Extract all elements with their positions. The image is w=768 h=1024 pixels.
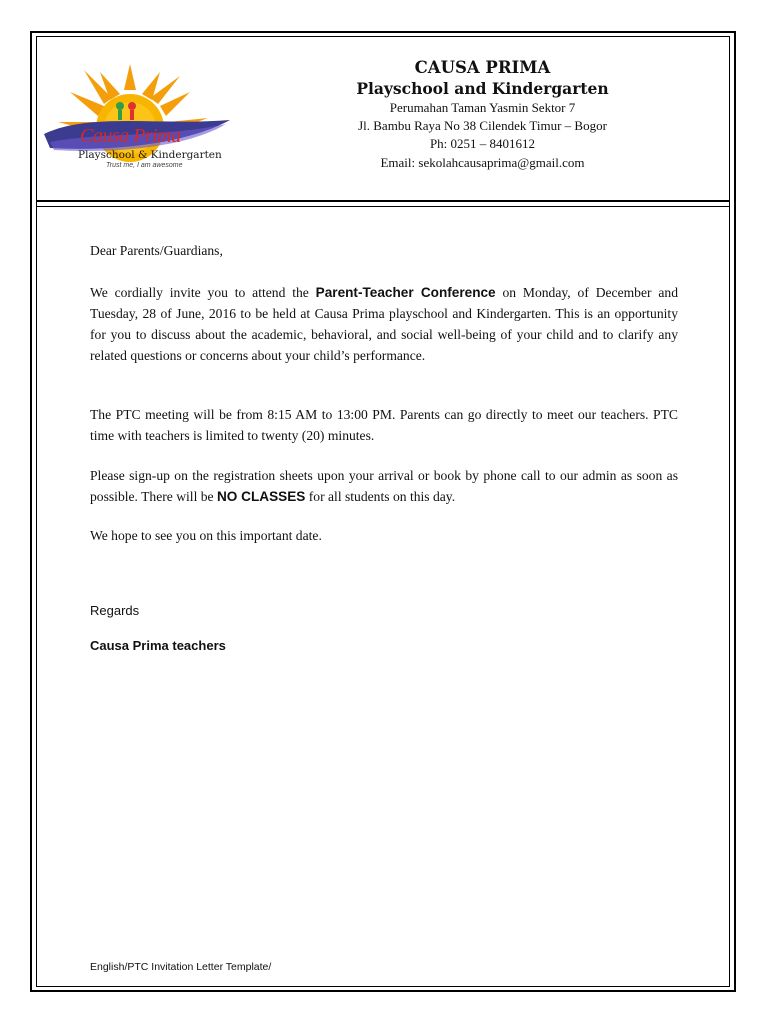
footer-template-label: English/PTC Invitation Letter Template/ xyxy=(90,961,272,973)
p1-text-start: We cordially invite you to attend the xyxy=(90,285,316,300)
school-type: Playschool and Kindergarten xyxy=(356,79,609,98)
phone-number: Ph: 0251 – 8401612 xyxy=(429,136,536,151)
header-divider-thin xyxy=(36,206,730,207)
school-logo xyxy=(40,62,235,174)
logo-brand-text: Causa Prima xyxy=(80,125,181,147)
p3-text-start: Please sign-up on the registration sheets upon your arrival or book by phone call to our admin as soon as possible. There will be xyxy=(90,468,678,504)
salutation: Dear Parents/Guardians, xyxy=(90,243,223,258)
signoff: Causa Prima teachers xyxy=(90,638,226,653)
page-border-inner xyxy=(36,36,730,987)
address-line-2: Jl. Bambu Raya No 38 Cilendek Timur – Bogor xyxy=(358,118,607,133)
paragraph-invitation xyxy=(90,282,678,366)
paragraph-closing: We hope to see you on this important date. xyxy=(90,528,322,543)
logo-tagline: Trust me, I am awesome xyxy=(106,162,183,169)
p1-text-end: on Monday, of December and Tuesday, 28 of June, 2016 to be held at Causa Prima playschool and Kindergarten. This is an opportunity for you to discuss about the academic, behavioral, and social well-being of your child and to clarify any related questions or concerns about your child’s performance. xyxy=(90,285,678,363)
regards: Regards xyxy=(90,603,140,618)
address-line-1: Perumahan Taman Yasmin Sektor 7 xyxy=(389,100,576,115)
header-divider-thick xyxy=(36,200,730,202)
email-address: Email: sekolahcausaprima@gmail.com xyxy=(380,155,585,170)
p3-text-end: for all students on this day. xyxy=(305,489,456,504)
paragraph-meeting-time: The PTC meeting will be from 8:15 AM to 13:00 PM. Parents can go directly to meet our teachers. PTC time with teachers is limited to twenty (20) minutes. xyxy=(90,407,678,443)
p3-bold-no-classes: NO CLASSES xyxy=(216,489,306,504)
logo-subtitle: Playschool & Kindergarten xyxy=(78,149,222,161)
paragraph-registration xyxy=(90,465,678,507)
p1-bold-event: Parent-Teacher Conference xyxy=(315,285,496,300)
school-name: CAUSA PRIMA xyxy=(414,58,551,77)
